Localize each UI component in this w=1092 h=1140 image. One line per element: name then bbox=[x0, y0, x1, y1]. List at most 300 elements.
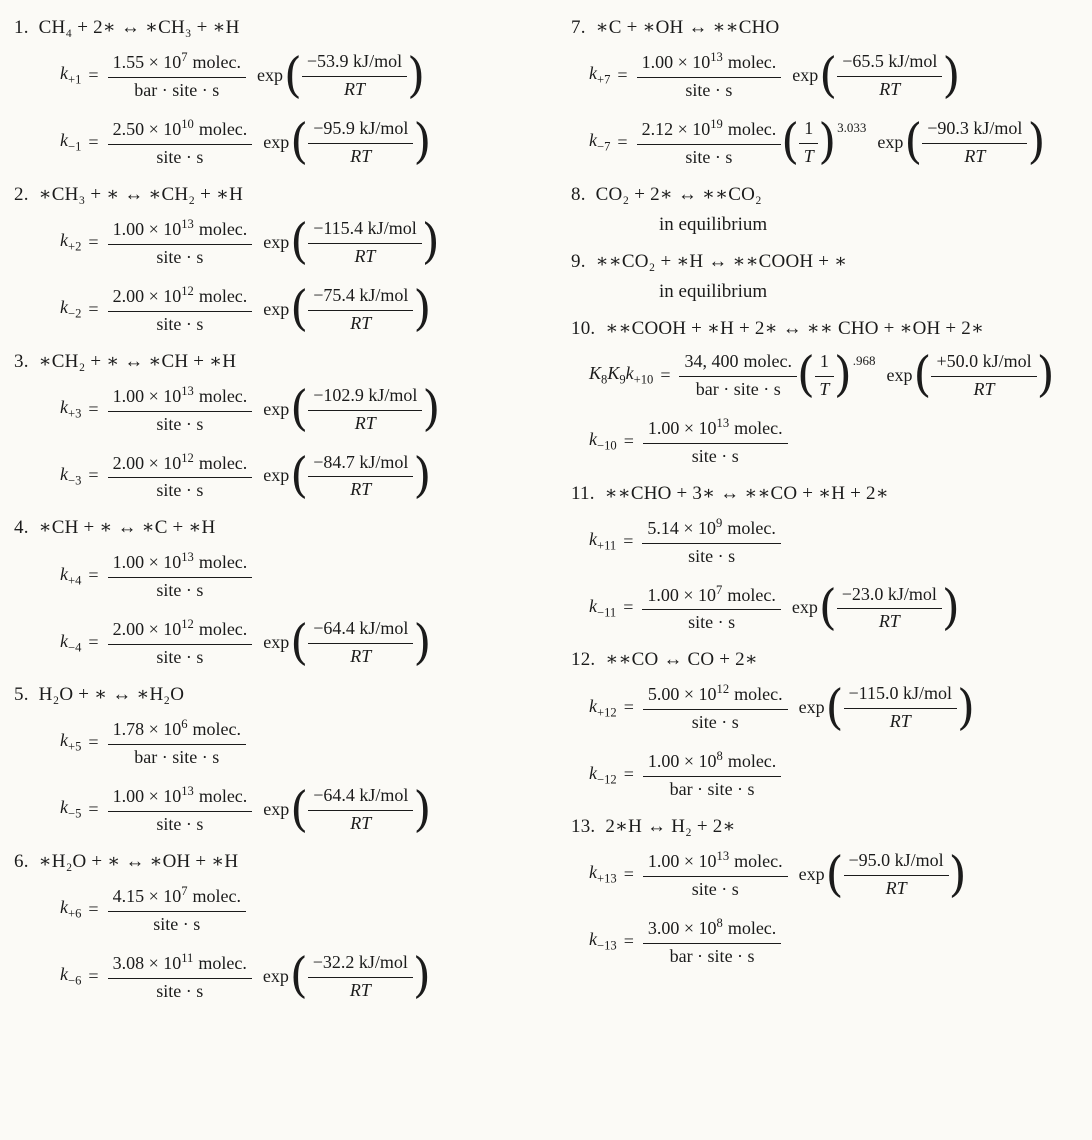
reaction-header bbox=[14, 850, 529, 873]
rate-constant-symbol bbox=[60, 397, 81, 422]
rate-list bbox=[14, 213, 529, 337]
reaction-block bbox=[14, 850, 529, 1003]
close-paren: ) bbox=[942, 46, 961, 103]
reaction-number: 4. bbox=[14, 517, 29, 539]
close-paren: ) bbox=[833, 346, 852, 403]
numerator-mantissa: 2.00 × 10 bbox=[112, 285, 182, 306]
activation-energy-fraction bbox=[308, 284, 413, 335]
rate-symbol-letter: K bbox=[607, 362, 620, 383]
fraction-numerator: −95.0 kJ/mol bbox=[844, 849, 949, 876]
numerator-power-of-ten: 19 bbox=[710, 116, 723, 131]
activation-energy-fraction bbox=[308, 951, 413, 1002]
reaction-header bbox=[571, 183, 1086, 206]
right-column bbox=[571, 16, 1086, 1017]
rate-symbol-letter: k bbox=[60, 897, 68, 918]
activation-energy-fraction bbox=[922, 117, 1027, 168]
rate-symbol-letter: k bbox=[589, 862, 597, 883]
rate-line bbox=[60, 46, 529, 103]
reaction-block bbox=[14, 350, 529, 503]
fraction-numerator bbox=[642, 515, 780, 544]
rate-fraction bbox=[108, 549, 253, 602]
rate-symbol-letter: K bbox=[589, 362, 602, 383]
numerator-power-of-ten: 13 bbox=[716, 849, 730, 864]
reaction-block bbox=[571, 183, 1086, 236]
rate-constant-symbol bbox=[589, 363, 653, 388]
open-paren: ( bbox=[913, 346, 932, 403]
temperature-exponent: .968 bbox=[852, 352, 876, 368]
numerator-power-of-ten: 12 bbox=[716, 682, 730, 697]
reaction-header bbox=[571, 815, 1086, 838]
fraction-denominator: site · s bbox=[156, 980, 204, 1001]
rate-symbol-subscript: −11 bbox=[597, 605, 617, 620]
rate-constant-symbol bbox=[589, 429, 617, 454]
reaction-equation: ∗∗CO ↔ CO + 2∗ bbox=[605, 649, 758, 671]
rate-symbol-letter: k bbox=[589, 762, 597, 783]
reaction-block bbox=[14, 16, 529, 169]
fraction-numerator bbox=[108, 616, 253, 645]
open-paren: ( bbox=[290, 113, 309, 170]
rate-list bbox=[14, 716, 529, 836]
rate-fraction bbox=[643, 681, 788, 734]
exp-function-label: exp bbox=[263, 398, 290, 419]
rate-line bbox=[60, 113, 529, 170]
rate-symbol-subscript: +4 bbox=[68, 573, 82, 588]
fraction-numerator: −75.4 kJ/mol bbox=[308, 284, 413, 311]
fraction-denominator: RT bbox=[885, 878, 907, 899]
open-paren: ( bbox=[290, 613, 309, 670]
inverse-temperature-factor bbox=[796, 346, 876, 403]
rate-constant-symbol bbox=[60, 297, 81, 322]
rate-symbol-letter: k bbox=[60, 396, 68, 417]
fraction-numerator bbox=[108, 549, 253, 578]
rate-symbol-letter: k bbox=[60, 730, 68, 751]
rate-symbol-letter: k bbox=[60, 296, 68, 317]
activation-energy-fraction bbox=[302, 50, 407, 101]
rate-constant-symbol bbox=[589, 529, 616, 554]
reaction-block bbox=[571, 648, 1086, 801]
exp-function-label: exp bbox=[263, 465, 290, 486]
fraction-numerator bbox=[643, 915, 781, 944]
numerator-power-of-ten: 13 bbox=[181, 784, 194, 799]
equals-sign: = bbox=[660, 364, 671, 385]
rate-constant-symbol bbox=[60, 797, 81, 822]
rate-fraction bbox=[108, 950, 252, 1003]
close-paren: ) bbox=[413, 613, 432, 670]
rate-line bbox=[60, 280, 529, 337]
rate-symbol-letter: k bbox=[60, 797, 68, 818]
numerator-mantissa: 3.08 × 10 bbox=[112, 952, 182, 973]
numerator-unit: molec. bbox=[727, 584, 776, 605]
rate-fraction bbox=[643, 748, 781, 801]
numerator-unit: molec. bbox=[198, 118, 248, 139]
reaction-equation: CO₂ + 2∗ ↔ ∗∗CO₂ bbox=[595, 183, 762, 205]
rate-symbol-subscript: +12 bbox=[597, 705, 617, 720]
open-paren: ( bbox=[289, 947, 308, 1004]
exp-function-label: exp bbox=[263, 231, 290, 252]
arrhenius-exponential bbox=[252, 446, 432, 504]
reaction-equation: ∗∗COOH + ∗H + 2∗ ↔ ∗∗ CHO + ∗OH + 2∗ bbox=[605, 317, 985, 339]
fraction-numerator: −95.9 kJ/mol bbox=[308, 117, 413, 144]
numerator-mantissa: 34, 400 bbox=[684, 350, 739, 371]
fraction-denominator: RT bbox=[354, 412, 376, 433]
fraction-numerator: 1 bbox=[815, 350, 834, 377]
rate-symbol-subscript: −6 bbox=[68, 973, 82, 988]
rate-list bbox=[14, 883, 529, 1003]
close-paren: ) bbox=[413, 113, 432, 170]
open-paren: ( bbox=[290, 780, 309, 837]
rate-line bbox=[589, 578, 1086, 636]
fraction-numerator: −23.0 kJ/mol bbox=[837, 583, 942, 610]
rate-symbol-letter: k bbox=[60, 463, 68, 484]
fraction-denominator: site · s bbox=[156, 413, 204, 434]
open-paren: ( bbox=[284, 46, 302, 103]
rate-line bbox=[60, 716, 529, 769]
close-paren: ) bbox=[421, 213, 440, 270]
rate-fraction bbox=[643, 848, 788, 901]
fraction-numerator: −84.7 kJ/mol bbox=[308, 451, 413, 478]
numerator-unit: molec. bbox=[192, 52, 241, 72]
exp-function-label: exp bbox=[263, 799, 290, 820]
fraction-denominator: T bbox=[819, 378, 830, 399]
close-paren: ) bbox=[1027, 113, 1046, 170]
rate-constant-symbol bbox=[589, 63, 610, 88]
numerator-unit: molec. bbox=[198, 385, 248, 406]
fraction-numerator bbox=[108, 950, 252, 979]
reaction-number: 9. bbox=[571, 250, 586, 272]
rate-symbol-letter: k bbox=[625, 362, 634, 383]
fraction-numerator bbox=[637, 49, 782, 78]
numerator-power-of-ten: 13 bbox=[181, 550, 194, 565]
numerator-unit: molec. bbox=[727, 52, 777, 72]
fraction-denominator: RT bbox=[973, 378, 995, 399]
rate-constant-symbol bbox=[589, 763, 617, 788]
arrhenius-exponential bbox=[788, 845, 967, 902]
arrhenius-exponential bbox=[788, 678, 975, 735]
rate-fraction bbox=[108, 616, 253, 669]
equals-sign: = bbox=[623, 697, 634, 718]
fraction-numerator: −102.9 kJ/mol bbox=[308, 384, 422, 411]
rate-constant-symbol bbox=[589, 862, 617, 887]
equals-sign: = bbox=[88, 131, 99, 152]
rate-constant-symbol bbox=[60, 730, 81, 755]
fraction-denominator: site · s bbox=[156, 647, 204, 668]
numerator-power-of-ten: 12 bbox=[181, 450, 194, 465]
rate-line bbox=[589, 845, 1086, 902]
numerator-power-of-ten: 7 bbox=[181, 50, 188, 64]
numerator-unit: molec. bbox=[734, 851, 783, 872]
rate-symbol-letter: k bbox=[60, 563, 68, 584]
fraction-denominator: bar · site · s bbox=[669, 946, 755, 967]
rate-line bbox=[589, 748, 1086, 801]
rate-symbol-letter: k bbox=[60, 229, 68, 250]
reaction-block bbox=[571, 317, 1086, 468]
arrhenius-exponential bbox=[252, 380, 441, 437]
fraction-denominator: site · s bbox=[156, 246, 204, 267]
fraction-numerator bbox=[643, 415, 788, 444]
fraction-numerator bbox=[679, 350, 796, 377]
rate-fraction bbox=[642, 515, 780, 568]
reaction-number: 12. bbox=[571, 649, 596, 671]
numerator-power-of-ten: 12 bbox=[181, 283, 194, 298]
rate-line bbox=[589, 113, 1086, 170]
rate-symbol-subscript: +6 bbox=[68, 906, 82, 921]
reaction-number: 8. bbox=[571, 183, 586, 205]
activation-energy-fraction bbox=[931, 350, 1036, 401]
equals-sign: = bbox=[623, 430, 634, 451]
rate-fraction bbox=[108, 716, 246, 769]
fraction-denominator: site · s bbox=[688, 612, 736, 633]
numerator-unit: molec. bbox=[198, 452, 248, 473]
fraction-denominator: bar · site · s bbox=[134, 747, 220, 768]
open-paren: ( bbox=[825, 845, 844, 902]
numerator-power-of-ten: 9 bbox=[716, 515, 723, 530]
open-paren: ( bbox=[290, 380, 309, 437]
reaction-number: 3. bbox=[14, 350, 29, 372]
rate-fraction bbox=[637, 116, 782, 169]
exp-function-label: exp bbox=[257, 64, 283, 85]
fraction-denominator: site · s bbox=[156, 814, 204, 835]
rate-line bbox=[589, 346, 1086, 403]
rate-list bbox=[571, 678, 1086, 801]
fraction-numerator: −53.9 kJ/mol bbox=[302, 50, 407, 77]
arrhenius-exponential bbox=[252, 780, 432, 837]
reaction-equation: ∗H₂O + ∗ ↔ ∗OH + ∗H bbox=[38, 851, 239, 873]
fraction-denominator: RT bbox=[350, 145, 372, 166]
numerator-mantissa: 1.78 × 10 bbox=[112, 719, 182, 740]
rate-symbol-letter: k bbox=[60, 63, 68, 84]
arrhenius-exponential bbox=[246, 46, 425, 103]
rate-constant-symbol bbox=[60, 130, 81, 155]
equals-sign: = bbox=[88, 465, 99, 486]
numerator-unit: molec. bbox=[727, 918, 777, 939]
reaction-header bbox=[571, 648, 1086, 671]
rate-fraction bbox=[108, 49, 246, 102]
numerator-unit: molec. bbox=[192, 719, 241, 740]
reaction-header bbox=[571, 16, 1086, 39]
numerator-mantissa: 2.50 × 10 bbox=[112, 118, 182, 139]
equilibrium-note: in equilibrium bbox=[659, 213, 768, 235]
reaction-block bbox=[14, 683, 529, 836]
rate-list bbox=[571, 845, 1086, 968]
rate-symbol-letter: k bbox=[589, 595, 597, 616]
numerator-mantissa: 1.00 × 10 bbox=[112, 552, 182, 573]
rate-symbol-subscript: +1 bbox=[68, 72, 82, 87]
close-paren: ) bbox=[407, 46, 425, 103]
exp-function-label: exp bbox=[263, 298, 290, 319]
reaction-equation: CH₄ + 2∗ ↔ ∗CH₃ + ∗H bbox=[38, 17, 240, 38]
rate-symbol-subscript: +13 bbox=[597, 872, 617, 886]
rate-fraction bbox=[108, 450, 253, 503]
fraction-numerator: −65.5 kJ/mol bbox=[837, 50, 942, 77]
rate-line bbox=[60, 780, 529, 837]
numerator-unit: molec. bbox=[198, 952, 247, 973]
equals-sign: = bbox=[88, 398, 99, 419]
fraction-numerator: −115.0 kJ/mol bbox=[844, 682, 958, 709]
equals-sign: = bbox=[88, 298, 99, 319]
rate-fraction bbox=[108, 783, 253, 836]
fraction-denominator: site · s bbox=[691, 712, 739, 733]
equals-sign: = bbox=[617, 131, 628, 152]
reaction-header bbox=[14, 350, 529, 373]
numerator-mantissa: 1.55 × 10 bbox=[112, 52, 182, 72]
rate-constant-symbol bbox=[60, 464, 81, 489]
close-paren: ) bbox=[957, 678, 975, 735]
numerator-power-of-ten: 6 bbox=[181, 717, 188, 732]
fraction-numerator bbox=[643, 681, 788, 710]
arrhenius-exponential bbox=[876, 346, 1055, 403]
rate-fraction bbox=[108, 216, 253, 269]
rate-list bbox=[14, 380, 529, 504]
activation-energy-fraction bbox=[844, 849, 949, 900]
reaction-block bbox=[571, 482, 1086, 635]
rate-fraction bbox=[637, 49, 782, 102]
rate-constant-symbol bbox=[60, 63, 81, 88]
fraction-numerator: −64.4 kJ/mol bbox=[308, 784, 413, 811]
fraction-denominator: RT bbox=[878, 611, 900, 632]
rate-symbol-subscript: −5 bbox=[68, 806, 82, 821]
rate-symbol-letter: k bbox=[589, 695, 597, 716]
rate-constant-symbol bbox=[589, 596, 616, 621]
numerator-power-of-ten: 8 bbox=[716, 916, 723, 931]
fraction-denominator: site · s bbox=[685, 146, 733, 167]
numerator-unit: molec. bbox=[198, 786, 248, 807]
fraction-numerator bbox=[108, 383, 253, 412]
exp-function-label: exp bbox=[791, 597, 818, 618]
fraction-denominator: bar · site · s bbox=[134, 79, 220, 100]
close-paren: ) bbox=[941, 578, 960, 636]
fraction-numerator: −32.2 kJ/mol bbox=[308, 951, 413, 978]
rate-fraction bbox=[108, 116, 253, 169]
rate-symbol-subscript: +3 bbox=[68, 406, 82, 421]
inverse-temperature-fraction bbox=[815, 350, 834, 401]
numerator-mantissa: 5.14 × 10 bbox=[647, 517, 717, 538]
reaction-header bbox=[571, 250, 1086, 273]
rate-fraction bbox=[643, 415, 788, 468]
rate-line bbox=[589, 915, 1086, 968]
equals-sign: = bbox=[623, 931, 634, 952]
fraction-numerator bbox=[637, 116, 782, 145]
rate-symbol-subscript: −3 bbox=[68, 473, 82, 488]
equals-sign: = bbox=[88, 64, 99, 85]
equilibrium-note: in equilibrium bbox=[659, 280, 768, 302]
rate-line bbox=[60, 883, 529, 936]
rate-constant-symbol bbox=[589, 696, 617, 721]
equals-sign: = bbox=[88, 799, 99, 820]
rate-symbol-subscript: −12 bbox=[597, 772, 617, 787]
open-paren: ( bbox=[290, 213, 309, 270]
numerator-unit: molec. bbox=[734, 417, 783, 438]
rate-symbol-letter: k bbox=[589, 929, 597, 950]
reaction-number: 5. bbox=[14, 684, 29, 706]
reaction-equation: ∗∗CO₂ + ∗H ↔ ∗∗COOH + ∗ bbox=[595, 250, 848, 272]
activation-energy-fraction bbox=[837, 50, 942, 101]
rate-symbol-subscript: +2 bbox=[68, 239, 82, 254]
numerator-unit: molec. bbox=[743, 350, 792, 371]
fraction-denominator: RT bbox=[354, 245, 376, 266]
rate-symbol-subscript: +11 bbox=[597, 538, 617, 553]
reaction-equation: ∗C + ∗OH ↔ ∗∗CHO bbox=[595, 17, 780, 38]
numerator-power-of-ten: 8 bbox=[716, 749, 723, 764]
rate-fraction bbox=[108, 883, 246, 936]
exp-function-label: exp bbox=[263, 632, 290, 653]
fraction-numerator bbox=[108, 116, 253, 145]
equals-sign: = bbox=[623, 864, 634, 885]
rate-list bbox=[571, 46, 1086, 170]
numerator-unit: molec. bbox=[727, 517, 776, 538]
fraction-denominator: site · s bbox=[153, 914, 201, 935]
fraction-numerator bbox=[108, 716, 246, 745]
numerator-mantissa: 5.00 × 10 bbox=[647, 684, 717, 705]
numerator-mantissa: 1.00 × 10 bbox=[641, 52, 711, 72]
rate-fraction bbox=[108, 383, 253, 436]
rate-constant-symbol bbox=[60, 964, 81, 989]
rate-symbol-subscript: −2 bbox=[68, 306, 82, 321]
rate-line bbox=[589, 415, 1086, 468]
rate-constant-symbol bbox=[589, 929, 617, 954]
numerator-power-of-ten: 10 bbox=[181, 116, 194, 131]
fraction-denominator: site · s bbox=[156, 580, 204, 601]
numerator-power-of-ten: 13 bbox=[181, 216, 194, 231]
reaction-equation: ∗CH₃ + ∗ ↔ ∗CH₂ + ∗H bbox=[38, 183, 244, 205]
arrhenius-exponential bbox=[252, 280, 432, 337]
activation-energy-fraction bbox=[844, 682, 958, 733]
rate-symbol-letter: k bbox=[589, 428, 597, 449]
rate-symbol-subscript: 8 bbox=[601, 372, 608, 387]
fraction-denominator: RT bbox=[350, 813, 372, 834]
reaction-number: 10. bbox=[571, 317, 596, 339]
rate-symbol-letter: k bbox=[589, 130, 597, 151]
reaction-equation: ∗CH₂ + ∗ ↔ ∗CH + ∗H bbox=[38, 350, 237, 372]
fraction-denominator: RT bbox=[964, 145, 986, 166]
fraction-denominator: site · s bbox=[156, 480, 204, 501]
numerator-power-of-ten: 12 bbox=[181, 617, 194, 632]
rate-symbol-subscript: −10 bbox=[597, 438, 617, 453]
numerator-unit: molec. bbox=[198, 285, 248, 306]
equals-sign: = bbox=[623, 764, 634, 785]
open-paren: ( bbox=[290, 446, 309, 504]
fraction-denominator: RT bbox=[889, 711, 911, 732]
reaction-number: 7. bbox=[571, 17, 586, 38]
rate-symbol-letter: k bbox=[60, 964, 68, 985]
open-paren: ( bbox=[819, 46, 838, 103]
equals-sign: = bbox=[623, 530, 634, 551]
fraction-numerator bbox=[108, 283, 253, 312]
arrhenius-exponential bbox=[252, 947, 431, 1004]
fraction-numerator: −115.4 kJ/mol bbox=[308, 217, 422, 244]
reaction-header bbox=[571, 317, 1086, 340]
fraction-denominator: RT bbox=[350, 646, 372, 667]
arrhenius-exponential bbox=[866, 113, 1046, 170]
inverse-temperature-fraction bbox=[799, 117, 818, 168]
rate-list bbox=[571, 346, 1086, 468]
reaction-block bbox=[571, 16, 1086, 169]
reaction-equation: 2∗H ↔ H₂ + 2∗ bbox=[605, 816, 736, 838]
fraction-numerator bbox=[108, 216, 253, 245]
numerator-unit: molec. bbox=[192, 886, 241, 907]
rate-list bbox=[571, 515, 1086, 635]
rate-constant-symbol bbox=[589, 130, 610, 155]
rate-line bbox=[60, 213, 529, 270]
rate-constant-symbol bbox=[60, 230, 81, 255]
equals-sign: = bbox=[88, 732, 99, 753]
open-paren: ( bbox=[904, 113, 923, 170]
activation-energy-fraction bbox=[837, 583, 942, 634]
numerator-mantissa: 2.00 × 10 bbox=[112, 452, 182, 473]
fraction-denominator: RT bbox=[350, 312, 372, 333]
equals-sign: = bbox=[623, 597, 634, 618]
rate-symbol-subscript: −7 bbox=[597, 139, 611, 154]
equals-sign: = bbox=[88, 965, 99, 986]
